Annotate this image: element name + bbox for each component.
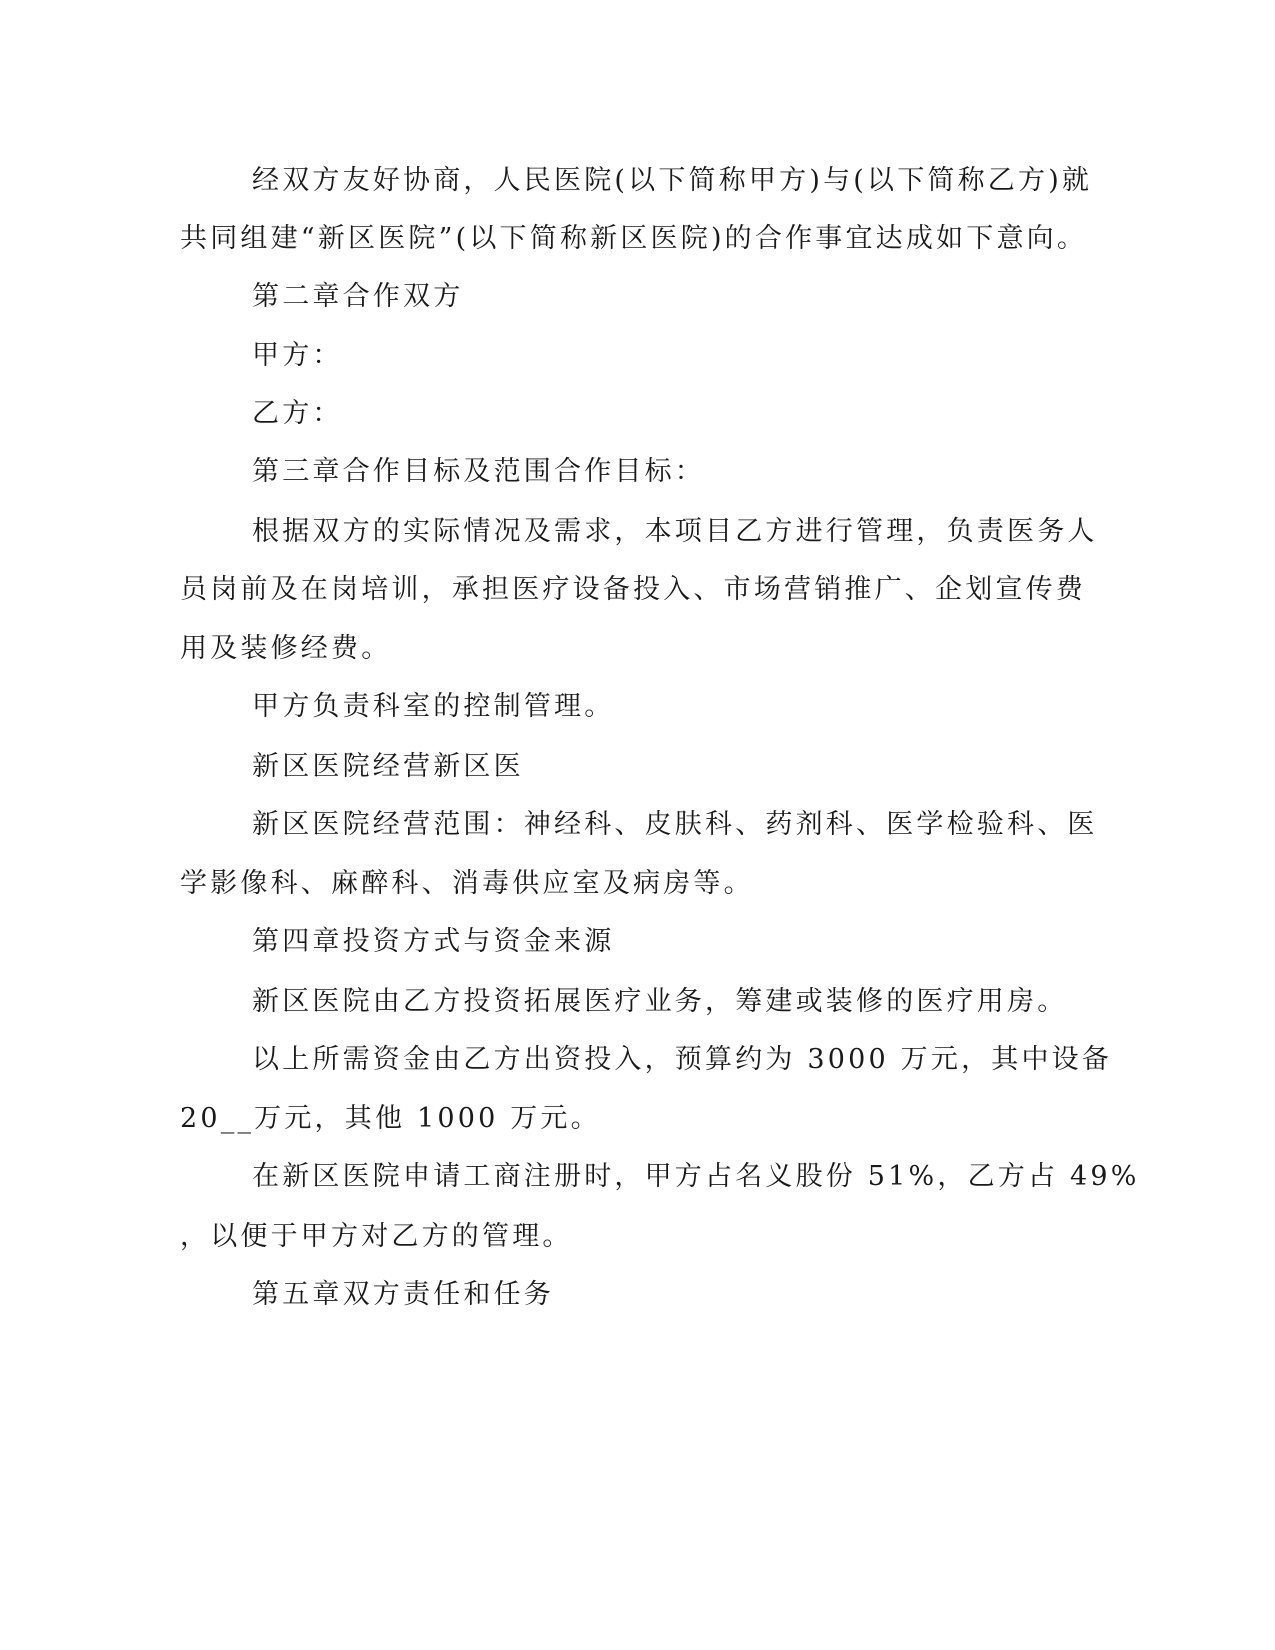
party-a-label: 甲方： — [252, 340, 343, 371]
party-b-label: 乙方： — [252, 398, 343, 429]
text-line-9: 用及装修经费。 — [180, 633, 392, 664]
chapter-heading-3: 第三章合作目标及范围合作目标： — [252, 456, 705, 487]
chapter-heading-4: 第四章投资方式与资金来源 — [252, 926, 615, 957]
text-line-2: 共同组建“新区医院”(以下简称新区医院)的合作事宜达成如下意向。 — [180, 223, 1088, 254]
text-line-13: 学影像科、麻醉科、消毒供应室及病房等。 — [180, 868, 754, 899]
text-line-12: 新区医院经营范围：神经科、皮肤科、药剂科、医学检验科、医 — [252, 809, 1098, 840]
text-line-17: 20__万元，其他 1000 万元。 — [180, 1103, 601, 1134]
text-line-1: 经双方友好协商，人民医院(以下简称甲方)与(以下简称乙方)就 — [252, 165, 1093, 196]
text-line-8: 员岗前及在岗培训，承担医疗设备投入、市场营销推广、企划宣传费 — [180, 574, 1086, 605]
text-line-16: 以上所需资金由乙方出资投入，预算约为 3000 万元，其中设备 — [252, 1044, 1113, 1075]
text-line-18: 在新区医院申请工商注册时，甲方占名义股份 51%，乙方占 49% — [252, 1161, 1140, 1192]
chapter-heading-2: 第二章合作双方 — [252, 281, 464, 312]
text-line-7: 根据双方的实际情况及需求，本项目乙方进行管理，负责医务人 — [252, 516, 1098, 547]
text-line-10: 甲方负责科室的控制管理。 — [252, 691, 615, 722]
text-line-19: ，以便于甲方对乙方的管理。 — [180, 1221, 573, 1252]
chapter-heading-5: 第五章双方责任和任务 — [252, 1279, 554, 1310]
text-line-15: 新区医院由乙方投资拓展医疗业务，筹建或装修的医疗用房。 — [252, 986, 1068, 1017]
text-line-11: 新区医院经营新区医 — [252, 751, 524, 782]
